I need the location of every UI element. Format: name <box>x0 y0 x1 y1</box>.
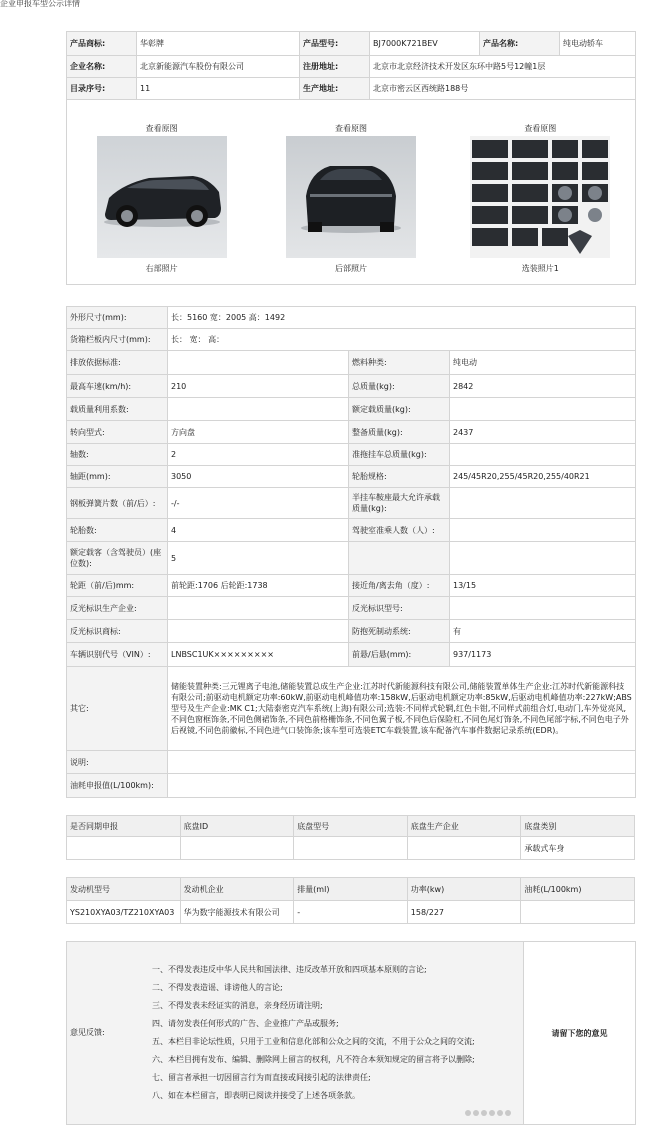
list-item: 八、如在本栏留言，即表明已阅读并接受了上述各项条款。 <box>152 1091 360 1100</box>
total-mass-value: 2842 <box>450 375 636 398</box>
tire-count-label: 轮胎数: <box>67 519 168 542</box>
photo-right <box>92 106 232 276</box>
fuel-cons-value <box>168 774 636 798</box>
steering-value: 方向盘 <box>168 421 349 444</box>
engine-header: 发动机企业 <box>180 878 294 901</box>
max-speed-label: 最高车速(km/h): <box>67 375 168 398</box>
note-label: 说明: <box>67 751 168 774</box>
chassis-section <box>66 815 635 860</box>
overhang-value: 937/1173 <box>450 643 636 667</box>
chassis-cell <box>294 837 408 860</box>
dims-value: 长：5160 宽：2005 高：1492 <box>168 307 636 329</box>
axles-label: 轴数: <box>67 444 168 466</box>
engine-cell: YS210XYA03/TZ210XYA03 <box>67 901 181 924</box>
engine-header: 排量(ml) <box>294 878 408 901</box>
company-label: 企业名称: <box>67 56 137 78</box>
engine-cell <box>521 901 635 924</box>
option-collage-photo[interactable] <box>470 136 610 258</box>
product-name-value: 纯电动轿车 <box>560 32 636 56</box>
abs-label: 防抱死制动系统: <box>349 620 450 643</box>
total-mass-label: 总质量(kg): <box>349 375 450 398</box>
semi-trailer-value <box>450 488 636 519</box>
model-label: 产品型号: <box>300 32 370 56</box>
reflect-model-label: 反光标识型号: <box>349 597 450 620</box>
overhang-label: 前悬/后悬(mm): <box>349 643 450 667</box>
chassis-header: 底盘型号 <box>294 816 408 837</box>
load-util-value <box>168 398 349 421</box>
tire-spec-value: 245/45R20,255/45R20,255/40R21 <box>450 466 636 488</box>
list-item: 七、留言者承担一切因留言行为而直接或间接引起的法律责任; <box>152 1073 371 1082</box>
cab-passengers-label: 驾驶室准乘人数（人）: <box>349 519 450 542</box>
photo-rear <box>281 106 421 276</box>
steering-label: 转向型式: <box>67 421 168 444</box>
engine-header: 油耗(L/100km) <box>521 878 635 901</box>
vin-value: LNBSC1UK××××××××× <box>168 643 349 667</box>
feedback-section <box>66 941 635 1125</box>
spring-value: -/- <box>168 488 349 519</box>
reflect-brand-label: 反光标识商标: <box>67 620 168 643</box>
dot-icon <box>505 1110 511 1116</box>
view-original-link[interactable]: 查看原图 <box>524 124 557 133</box>
basic-info-section <box>66 31 635 285</box>
photo-caption: 后部照片 <box>334 264 367 273</box>
curb-mass-label: 整备质量(kg): <box>349 421 450 444</box>
reflect-brand-value <box>168 620 349 643</box>
page-title: 企业申报车型公示详情 <box>0 0 80 8</box>
catalog-value: 11 <box>137 78 300 100</box>
table-row <box>67 901 635 924</box>
axles-value: 2 <box>168 444 349 466</box>
list-item: 六、本栏目拥有发布、编辑、删除网上留言的权利，凡不符合本须知规定的留言将予以删除; <box>152 1055 475 1064</box>
basic-info-table <box>66 31 636 285</box>
car-rear-photo[interactable] <box>286 136 416 258</box>
reg-addr-value: 北京市北京经济技术开发区东环中路5号12幢1层 <box>370 56 636 78</box>
specs-table <box>66 306 636 798</box>
specs-section <box>66 306 635 798</box>
tire-spec-label: 轮胎规格: <box>349 466 450 488</box>
cargo-value: 长： 宽： 高： <box>168 329 636 351</box>
photo-caption: 右部照片 <box>145 264 178 273</box>
brand-value: 华彰牌 <box>137 32 300 56</box>
chassis-cell <box>67 837 181 860</box>
engine-table <box>66 877 635 924</box>
leave-feedback-button[interactable]: 请留下您的意见 <box>524 942 636 1125</box>
seats-blank-label <box>349 542 450 575</box>
seats-value: 5 <box>168 542 349 575</box>
dot-icon <box>489 1110 495 1116</box>
max-speed-value: 210 <box>168 375 349 398</box>
track-label: 轮距（前/后)mm: <box>67 575 168 597</box>
car-side-photo[interactable] <box>97 136 227 258</box>
list-item: 一、不得发表违反中华人民共和国法律、违反改革开放和四项基本原则的言论; <box>152 965 427 974</box>
list-item: 五、本栏目非论坛性质，只用于工业和信息化部和公众之间的交流，不用于公众之间的交流; <box>152 1037 475 1046</box>
dims-label: 外形尺寸(mm): <box>67 307 168 329</box>
list-item: 三、不得发表未经证实的消息，亲身经历请注明; <box>152 1001 323 1010</box>
emission-label: 排放依据标准: <box>67 351 168 375</box>
curb-mass-value: 2437 <box>450 421 636 444</box>
product-name-label: 产品名称: <box>480 32 560 56</box>
seats-blank-value <box>450 542 636 575</box>
chassis-header: 是否同期申报 <box>67 816 181 837</box>
company-value: 北京新能源汽车股份有限公司 <box>137 56 300 78</box>
tire-count-value: 4 <box>168 519 349 542</box>
feedback-notice-list <box>67 955 523 1111</box>
chassis-table <box>66 815 635 860</box>
watermark <box>465 1105 635 1121</box>
photos-cell <box>67 100 636 285</box>
spring-label: 钢板弹簧片数（前/后）: <box>67 488 168 519</box>
list-item: 四、请勿发表任何形式的广告、企业推广产品或服务; <box>152 1019 339 1028</box>
semi-trailer-label: 半挂车鞍座最大允许承载质量(kg): <box>349 488 450 519</box>
chassis-header: 底盘类别 <box>521 816 635 837</box>
table-row <box>67 837 635 860</box>
chassis-cell <box>180 837 294 860</box>
dot-icon <box>481 1110 487 1116</box>
engine-header: 功率(kw) <box>407 878 521 901</box>
photo-option <box>470 106 610 276</box>
fuel-type-label: 燃料种类: <box>349 351 450 375</box>
trailer-mass-value <box>450 444 636 466</box>
prod-addr-label: 生产地址: <box>300 78 370 100</box>
fuel-cons-label: 油耗申报值(L/100km): <box>67 774 168 798</box>
wheelbase-value: 3050 <box>168 466 349 488</box>
view-original-link[interactable]: 查看原图 <box>145 124 178 133</box>
seats-label: 额定载客（含驾驶员）(座位数): <box>67 542 168 575</box>
feedback-label: 意见反馈: <box>70 1028 105 1037</box>
other-value: 储能装置种类:三元锂离子电池,储能装置总成生产企业:江苏时代新能源科技有限公司,储能装置单体生产企业:江苏时代新能源科技有限公司;前驱动电机额定功率:60kW,前驱动电机峰值功率:158kW,后驱动电机额定功率:85kW,后驱动电机峰值功率:227kW;ABS型号及生产企业:MK C1;大陆泰密克汽车系统(上海)有限公司;选装:不同样式轮辋,红色卡钳,不同样式前组合灯,电动门,车外觉亮风,不同色窗框饰条,不同色侧裙饰条,不同色前格栅饰条,不同色翼子板,不同色后保险杠,不同色尾灯饰条,不同色尾部字标,不同色电子外后视镜,不同色前徽标,不同色进气口装饰条;该车型可选装ETC车载装置,该车配备汽车事件数据记录系统(EDR)。 <box>168 667 636 751</box>
load-util-label: 载质量利用系数: <box>67 398 168 421</box>
view-original-link[interactable]: 查看原图 <box>334 124 367 133</box>
chassis-header: 底盘生产企业 <box>407 816 521 837</box>
fuel-type-value: 纯电动 <box>450 351 636 375</box>
model-value: BJ7000K721BEV <box>370 32 480 56</box>
trailer-mass-label: 准拖挂车总质量(kg): <box>349 444 450 466</box>
emission-value <box>168 351 349 375</box>
photo-gallery <box>67 106 635 278</box>
prod-addr-value: 北京市密云区西统路188号 <box>370 78 636 100</box>
cab-passengers-value <box>450 519 636 542</box>
engine-cell: 158/227 <box>407 901 521 924</box>
reg-addr-label: 注册地址: <box>300 56 370 78</box>
dot-icon <box>473 1110 479 1116</box>
angle-value: 13/15 <box>450 575 636 597</box>
engine-cell: - <box>294 901 408 924</box>
dot-icon <box>497 1110 503 1116</box>
feedback-table <box>66 941 636 1125</box>
cargo-label: 货箱栏板内尺寸(mm): <box>67 329 168 351</box>
chassis-cell <box>407 837 521 860</box>
angle-label: 接近角/离去角（度）: <box>349 575 450 597</box>
dot-icon <box>465 1110 471 1116</box>
abs-value: 有 <box>450 620 636 643</box>
vin-label: 车辆识别代号（VIN）: <box>67 643 168 667</box>
wheelbase-label: 轴距(mm): <box>67 466 168 488</box>
engine-header: 发动机型号 <box>67 878 181 901</box>
note-value <box>168 751 636 774</box>
photo-caption: 选装照片1 <box>521 264 559 273</box>
catalog-label: 目录序号: <box>67 78 137 100</box>
reflect-model-value <box>450 597 636 620</box>
list-item: 二、不得发表造谣、诽谤他人的言论; <box>152 983 283 992</box>
feedback-notice-cell <box>67 942 524 1125</box>
chassis-cell: 承载式车身 <box>521 837 635 860</box>
rated-load-label: 额定载质量(kg): <box>349 398 450 421</box>
other-label: 其它: <box>67 667 168 751</box>
engine-cell: 华为数字能源技术有限公司 <box>180 901 294 924</box>
rated-load-value <box>450 398 636 421</box>
brand-label: 产品商标: <box>67 32 137 56</box>
engine-section <box>66 877 635 924</box>
track-value: 前轮距:1706 后轮距:1738 <box>168 575 349 597</box>
chassis-header: 底盘ID <box>180 816 294 837</box>
reflect-mfr-label: 反光标识生产企业: <box>67 597 168 620</box>
reflect-mfr-value <box>168 597 349 620</box>
